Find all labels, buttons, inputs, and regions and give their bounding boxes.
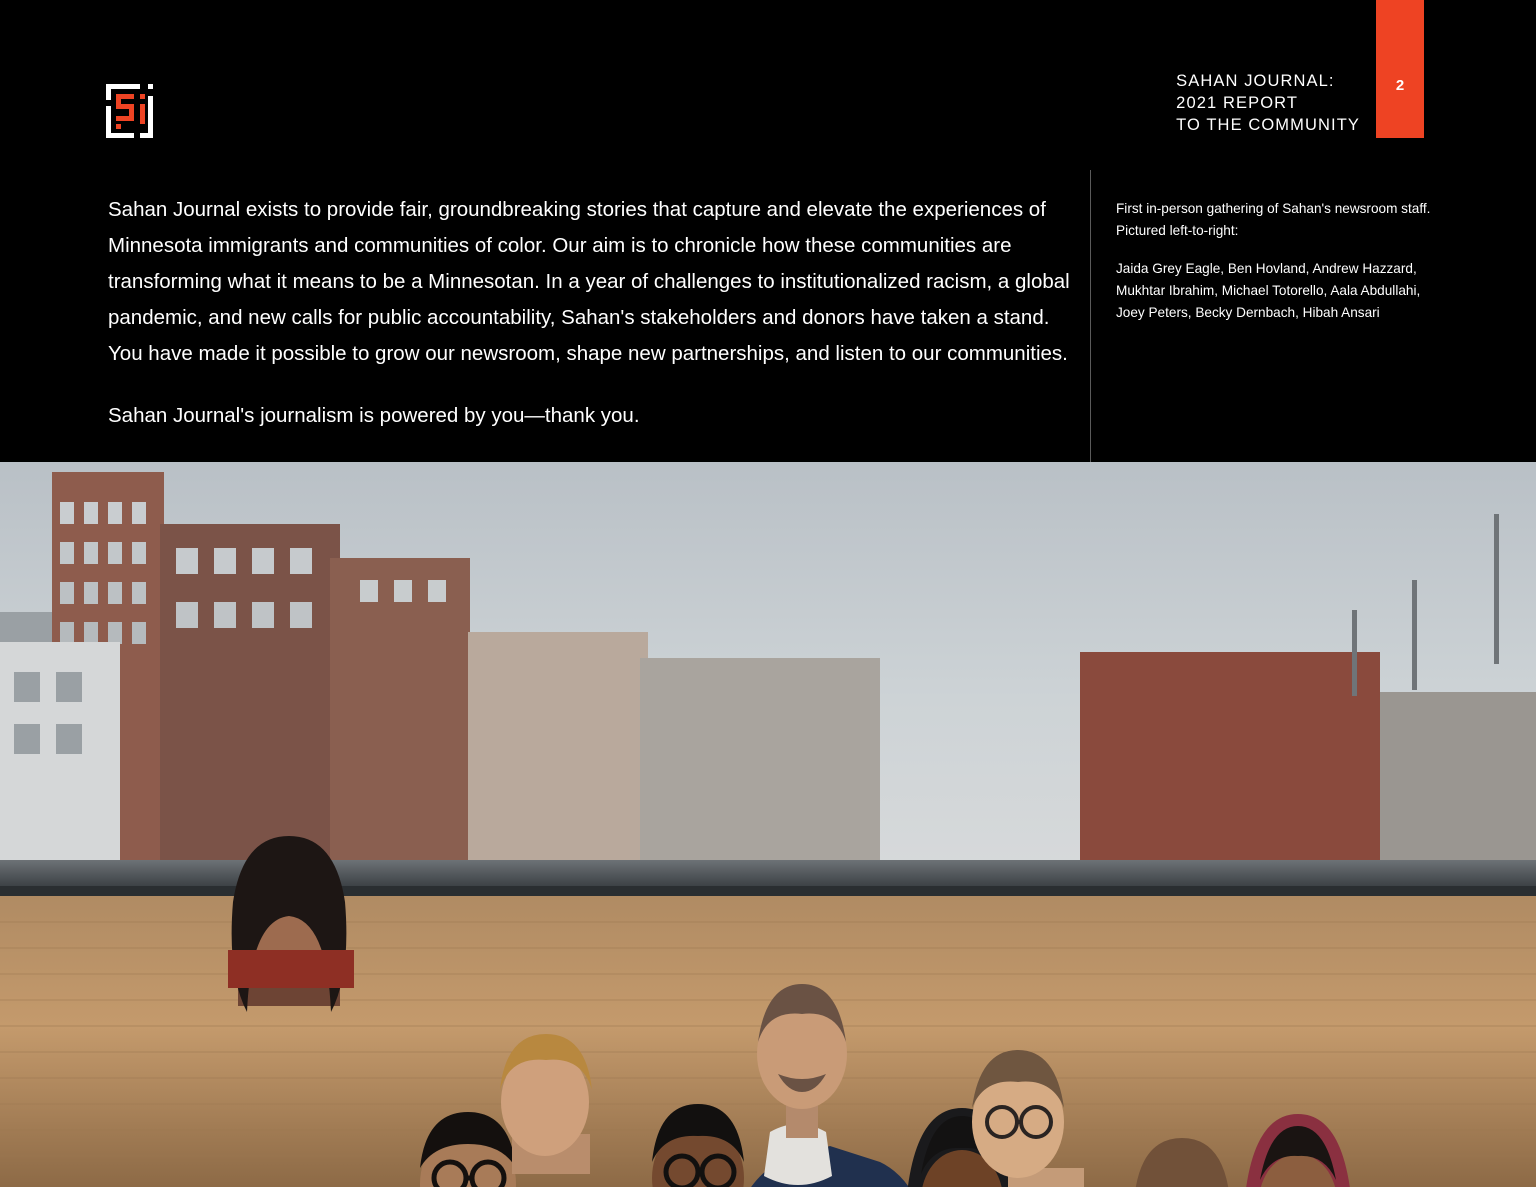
report-title-line-1: SAHAN JOURNAL: [1176, 72, 1335, 90]
mission-paragraph-1: Sahan Journal exists to provide fair, groundbreaking stories that capture and elevate the experiences of Minnesota immigrants and communities of color. Our aim is to chronicle how these communities are transforming what it means to be a Minnesotan. In a year of challenges to institutionalized racism, a global pandemic, and new calls for public accountability, Sahan's stakeholders and donors have taken a stand. You have made it possible to grow our newsroom, shape new partnerships, and listen to our communities. [108, 198, 1070, 365]
report-title [1176, 70, 1360, 136]
page-header [0, 0, 1536, 462]
mission-statement [108, 192, 1070, 434]
report-title-line-3: TO THE COMMUNITY [1176, 116, 1360, 134]
column-divider [1090, 170, 1091, 462]
report-title-line-2: 2021 REPORT [1176, 94, 1299, 112]
staff-group-photo [0, 462, 1536, 1187]
mission-paragraph-2: Sahan Journal's journalism is powered by you—thank you. [108, 404, 640, 427]
sahan-journal-logo [104, 82, 162, 140]
caption-names: Jaida Grey Eagle, Ben Hovland, Andrew Hazzard, Mukhtar Ibrahim, Michael Totorello, Aala Abdullahi, Joey Peters, Becky Dernbach, Hibah Ansari [1116, 261, 1421, 320]
page-number: 2 [1395, 76, 1405, 94]
photo-caption [1116, 198, 1436, 324]
caption-lead: First in-person gathering of Sahan's newsroom staff. Pictured left-to-right: [1116, 201, 1431, 238]
